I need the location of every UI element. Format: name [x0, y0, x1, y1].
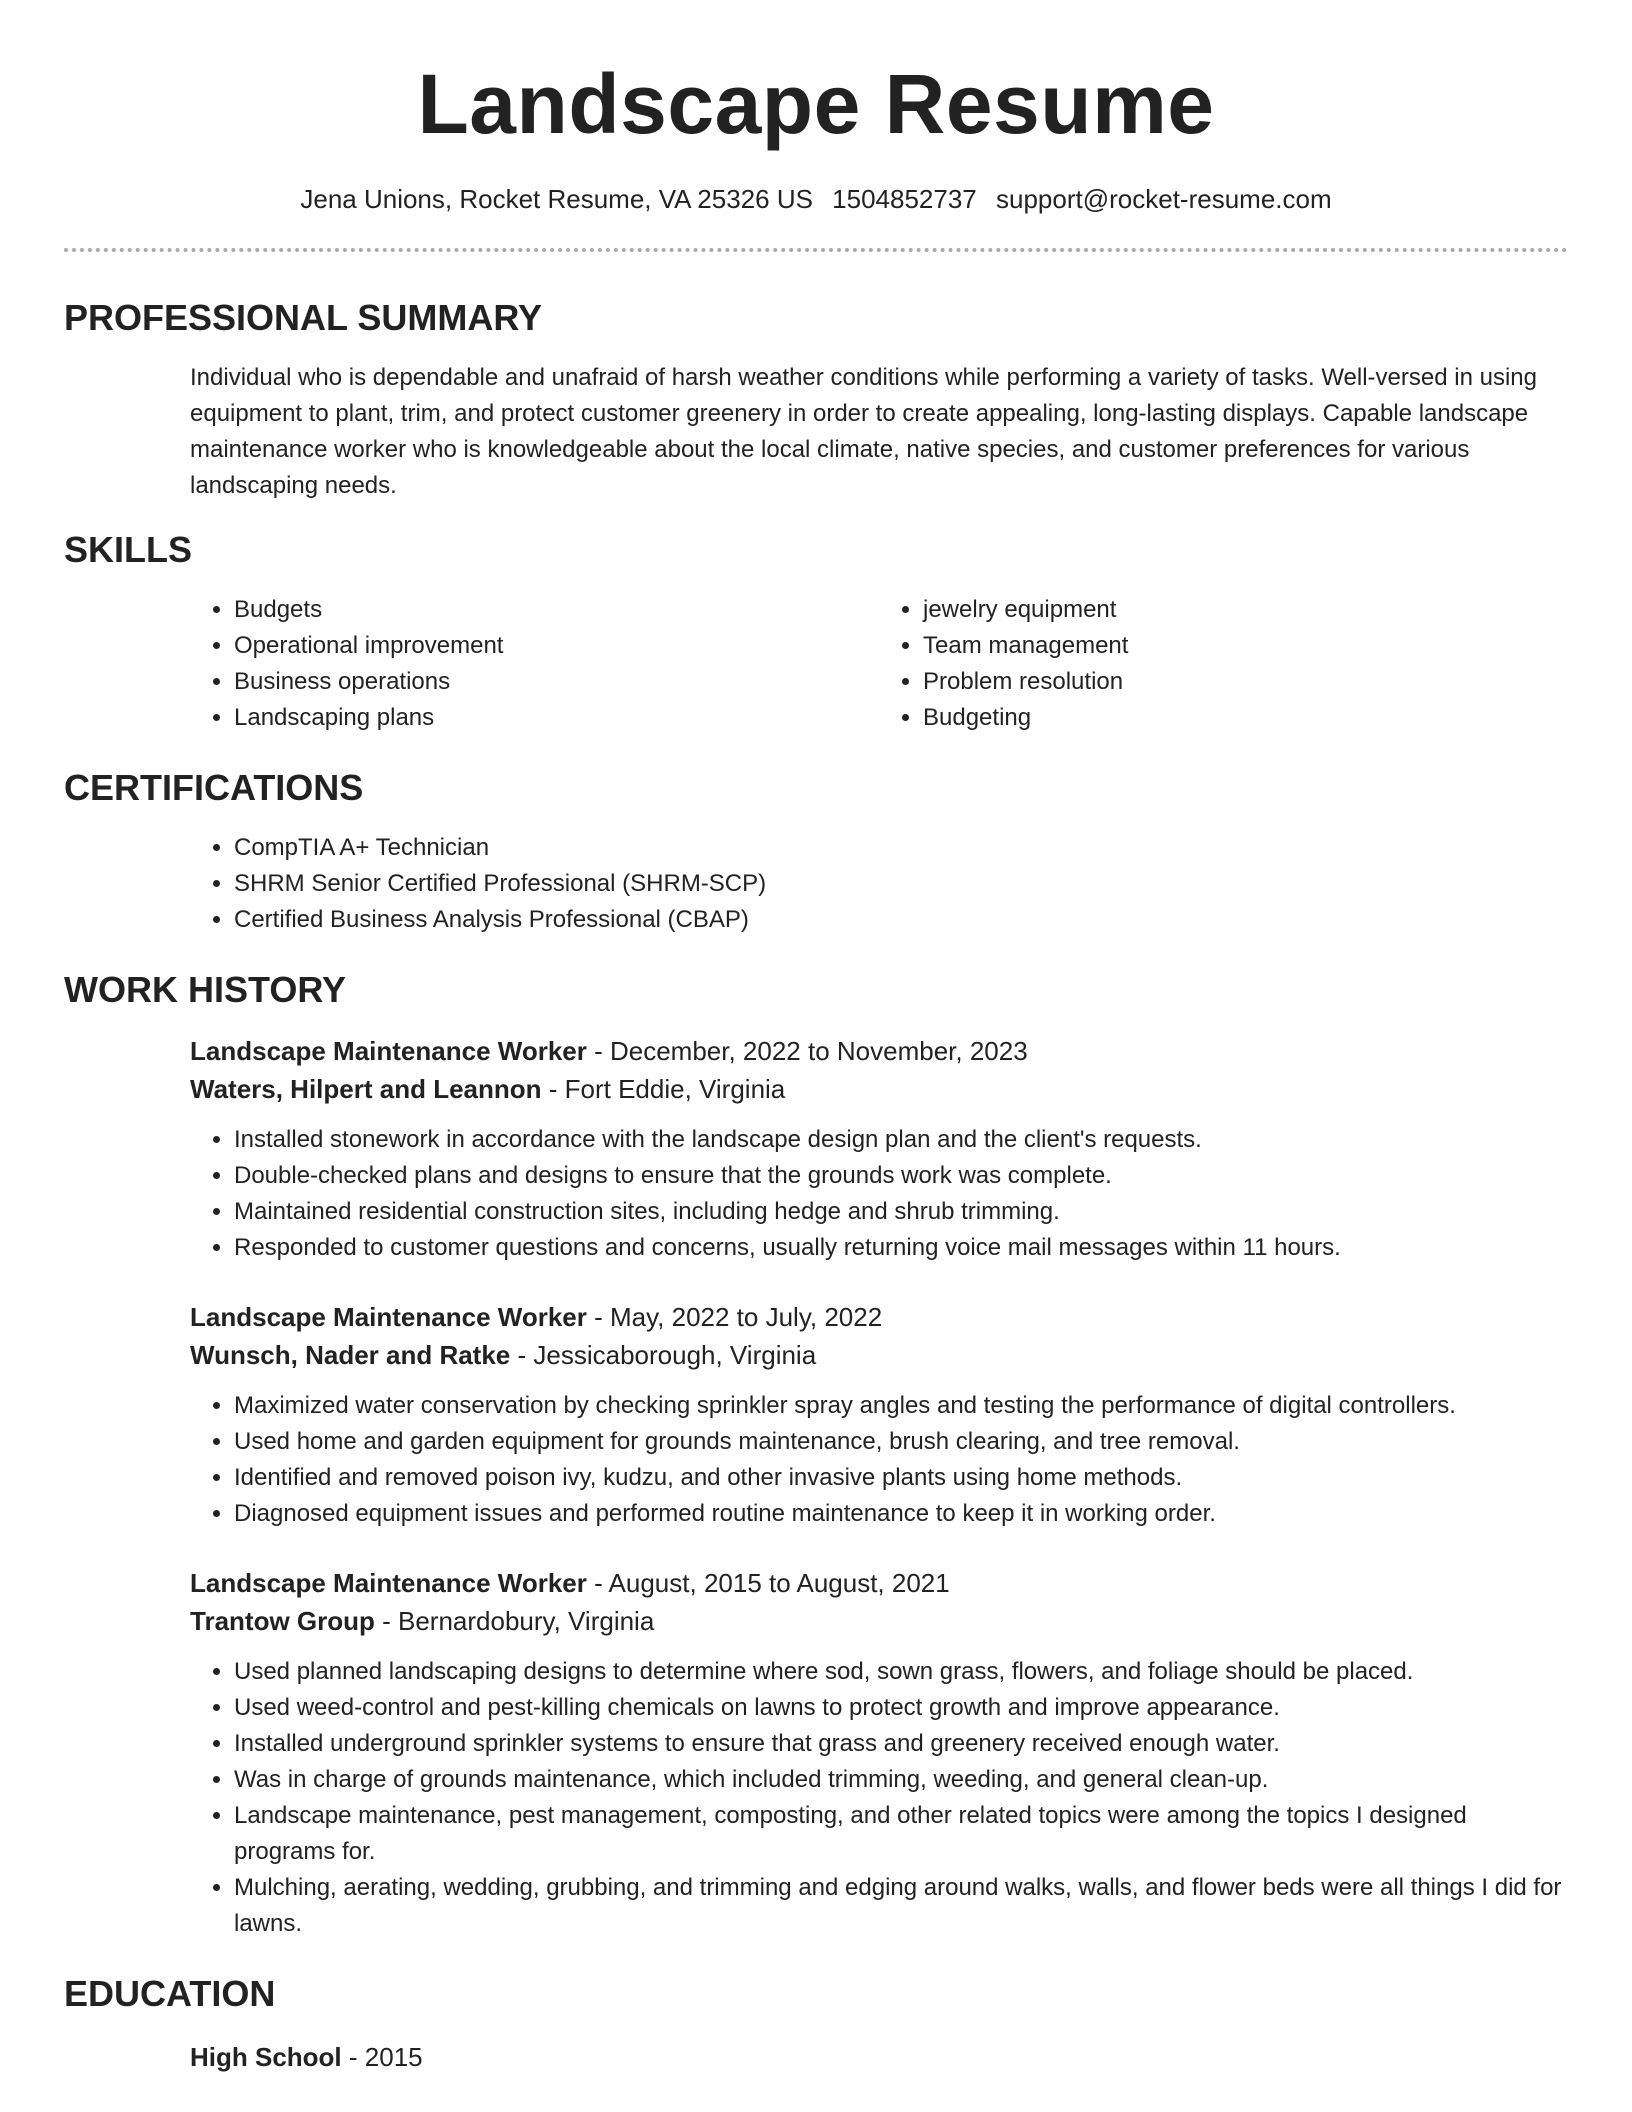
education-degree: High School	[190, 2042, 342, 2072]
summary-text: Individual who is dependable and unafraid of harsh weather conditions while performing a variety of tasks. Well-versed in using equipment to plant, trim, and protect customer greenery in order to create appealing, long-lasting displays. Capable landscape maintenance worker who is knowledgeable about the local climate, native species, and customer preferences for various landscaping needs.	[190, 364, 1537, 499]
skill-item: • Operational improvement	[234, 628, 879, 664]
skill-item: • Budgets	[234, 592, 879, 628]
job-role: Landscape Maintenance Worker	[190, 1036, 587, 1066]
skills-column-left	[190, 592, 879, 736]
job-dates: - May, 2022 to July, 2022	[586, 1302, 883, 1332]
job-bullet: • Was in charge of grounds maintenance, which included trimming, weeding, and general clean-up.	[234, 1762, 1568, 1798]
skill-item: • Landscaping plans	[234, 700, 879, 736]
education-heading: EDUCATION	[64, 1973, 276, 2014]
job-company: Trantow Group	[190, 1606, 375, 1636]
skills-list	[190, 592, 1568, 736]
job-bullet: • Double-checked plans and designs to ensure that the grounds work was complete.	[234, 1158, 1568, 1194]
contact-phone: 1504852737	[832, 184, 977, 214]
job-bullet: • Installed stonework in accordance with the landscape design plan and the client's requests.	[234, 1122, 1568, 1158]
header-divider	[64, 248, 1568, 252]
job-title-line	[190, 1298, 1568, 1336]
job-bullet: • Identified and removed poison ivy, kudzu, and other invasive plants using home methods.	[234, 1460, 1568, 1496]
job-company: Waters, Hilpert and Leannon	[190, 1074, 542, 1104]
job-bullet: • Mulching, aerating, wedding, grubbing, and trimming and edging around walks, walls, and flower beds were all things I did for lawns.	[234, 1870, 1568, 1942]
job-bullet: • Installed underground sprinkler systems to ensure that grass and greenery received enough water.	[234, 1726, 1568, 1762]
job-location: - Jessicaborough, Virginia	[510, 1340, 817, 1370]
job-entry	[190, 1032, 1568, 1266]
certifications-heading: CERTIFICATIONS	[64, 767, 364, 808]
skill-item: • Team management	[923, 628, 1568, 664]
job-bullet: • Used weed-control and pest-killing chemicals on lawns to protect growth and improve appearance.	[234, 1690, 1568, 1726]
job-title-line	[190, 1032, 1568, 1070]
job-bullet: • Used home and garden equipment for grounds maintenance, brush clearing, and tree removal.	[234, 1424, 1568, 1460]
work-history-heading: WORK HISTORY	[64, 969, 347, 1010]
job-dates: - August, 2015 to August, 2021	[586, 1568, 950, 1598]
skill-item: • Problem resolution	[923, 664, 1568, 700]
job-bullet: • Used planned landscaping designs to determine where sod, sown grass, flowers, and foliage should be placed.	[234, 1654, 1568, 1690]
job-bullet: • Maintained residential construction sites, including hedge and shrub trimming.	[234, 1194, 1568, 1230]
certification-item: • SHRM Senior Certified Professional (SHRM-SCP)	[234, 866, 1568, 902]
job-bullet: • Maximized water conservation by checking sprinkler spray angles and testing the performance of digital controllers.	[234, 1388, 1568, 1424]
job-location: - Fort Eddie, Virginia	[541, 1074, 786, 1104]
job-bullets	[190, 1654, 1568, 1942]
job-bullet: • Diagnosed equipment issues and performed routine maintenance to keep it in working order.	[234, 1496, 1568, 1532]
job-company-line	[190, 1336, 1568, 1374]
job-company: Wunsch, Nader and Ratke	[190, 1340, 511, 1370]
job-bullets	[190, 1388, 1568, 1532]
contact-email[interactable]: support@rocket-resume.com	[996, 184, 1332, 214]
job-company-line	[190, 1602, 1568, 1640]
skill-item: • Budgeting	[923, 700, 1568, 736]
job-bullet: • Landscape maintenance, pest management, composting, and other related topics were among the topics I designed programs for.	[234, 1798, 1568, 1870]
skill-item: • Business operations	[234, 664, 879, 700]
job-role: Landscape Maintenance Worker	[190, 1568, 587, 1598]
job-role: Landscape Maintenance Worker	[190, 1302, 587, 1332]
summary-heading: PROFESSIONAL SUMMARY	[64, 297, 543, 338]
skills-heading: SKILLS	[64, 529, 193, 570]
job-title-line	[190, 1564, 1568, 1602]
job-bullets	[190, 1122, 1568, 1266]
job-entry	[190, 1298, 1568, 1532]
resume-title: Landscape Resume	[417, 57, 1215, 151]
education-year: - 2015	[341, 2042, 423, 2072]
job-dates: - December, 2022 to November, 2023	[586, 1036, 1028, 1066]
certifications-list	[190, 830, 1568, 938]
skill-item: • jewelry equipment	[923, 592, 1568, 628]
job-company-line	[190, 1070, 1568, 1108]
job-location: - Bernardobury, Virginia	[374, 1606, 655, 1636]
certification-item: • CompTIA A+ Technician	[234, 830, 1568, 866]
contact-address: Jena Unions, Rocket Resume, VA 25326 US	[300, 184, 813, 214]
job-entry	[190, 1564, 1568, 1942]
certification-item: • Certified Business Analysis Professional (CBAP)	[234, 902, 1568, 938]
skills-column-right	[879, 592, 1568, 736]
contact-line	[64, 182, 1568, 216]
education-entry	[190, 2038, 1568, 2076]
job-bullet: • Responded to customer questions and concerns, usually returning voice mail messages within 11 hours.	[234, 1230, 1568, 1266]
